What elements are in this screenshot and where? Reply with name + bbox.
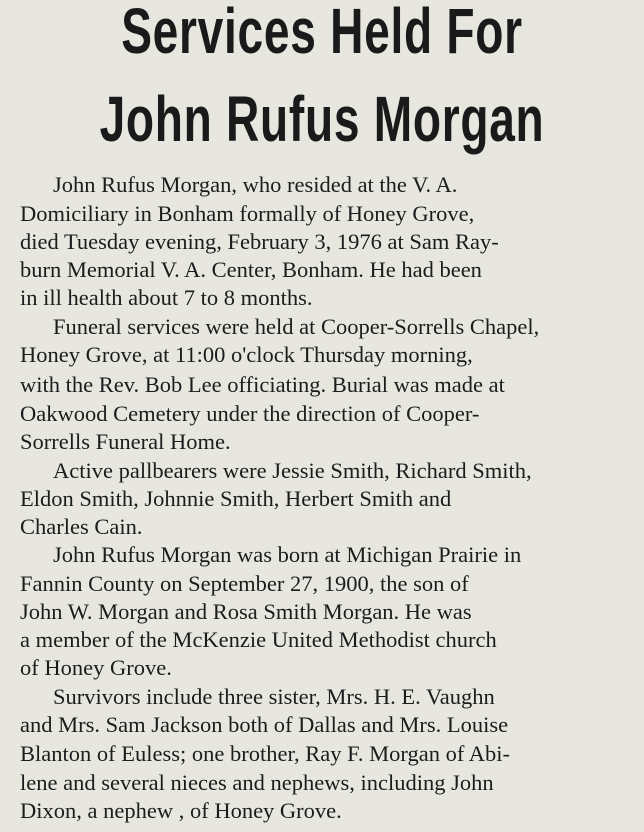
article-line: John Rufus Morgan was born at Michigan Prairie in xyxy=(53,542,522,567)
article-line: Dixon, a nephew , of Honey Grove. xyxy=(20,798,342,823)
article-line: a member of the McKenzie United Methodist church xyxy=(20,627,497,652)
article-line: with the Rev. Bob Lee officiating. Burial was made at xyxy=(20,372,505,397)
article-line: Charles Cain. xyxy=(20,514,143,539)
article-line: Blanton of Euless; one brother, Ray F. Morgan of Abi- xyxy=(20,741,510,766)
article-line: of Honey Grove. xyxy=(20,655,172,680)
headline-line-1: Services Held For xyxy=(121,0,523,67)
article-line: burn Memorial V. A. Center, Bonham. He had been xyxy=(20,257,482,282)
article-line: in ill health about 7 to 8 months. xyxy=(20,285,313,310)
article-line: Eldon Smith, Johnnie Smith, Herbert Smith and xyxy=(20,486,452,511)
headline-line-2: John Rufus Morgan xyxy=(99,83,545,155)
article-line: John W. Morgan and Rosa Smith Morgan. He was xyxy=(20,599,472,624)
article-line: Funeral services were held at Cooper-Sorrells Chapel, xyxy=(53,314,540,339)
article-line: lene and several nieces and nephews, including John xyxy=(20,770,494,795)
article-line: Fannin County on September 27, 1900, the son of xyxy=(20,571,469,596)
article-line: Honey Grove, at 11:00 o'clock Thursday morning, xyxy=(20,342,473,367)
article-line: John Rufus Morgan, who resided at the V. A. xyxy=(53,172,458,197)
article-line: died Tuesday evening, February 3, 1976 at Sam Ray- xyxy=(20,229,499,254)
article-line: Domiciliary in Bonham formally of Honey Grove, xyxy=(20,201,475,226)
article-line: Survivors include three sister, Mrs. H. E. Vaughn xyxy=(53,684,495,709)
article-line: and Mrs. Sam Jackson both of Dallas and Mrs. Louise xyxy=(20,712,509,737)
article-line: Active pallbearers were Jessie Smith, Richard Smith, xyxy=(53,458,532,483)
article-line: Oakwood Cemetery under the direction of Cooper- xyxy=(20,401,480,426)
article-line: Sorrells Funeral Home. xyxy=(20,429,231,454)
